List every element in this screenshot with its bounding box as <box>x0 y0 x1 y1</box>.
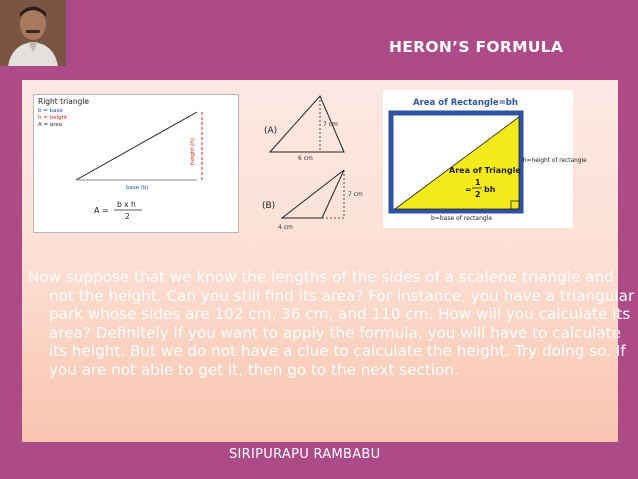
triangle-b-base-label: 4 cm <box>278 224 293 231</box>
legend-area: A = area <box>38 122 63 128</box>
height-label: height (h) <box>190 137 196 165</box>
fraction-denominator: 2 <box>475 190 481 199</box>
triangle-b-height-label: 7 cm <box>348 191 363 198</box>
triangle-a-height-label: 7 cm <box>323 121 338 128</box>
figure-heading: Right triangle <box>38 97 90 106</box>
triangle-label: Area of Triangle <box>449 166 521 175</box>
triangle-b-label: (B) <box>262 201 276 211</box>
right-triangle-figure <box>33 94 239 233</box>
author-portrait-image <box>0 0 66 66</box>
triangle-a-label: (A) <box>264 126 278 136</box>
author-footer: SIRIPURAPU RAMBABU <box>229 447 381 462</box>
triangles-ab-figure <box>252 90 378 238</box>
rectangle-area-figure <box>383 90 587 228</box>
hypotenuse-line <box>76 112 197 180</box>
rectangle-heading: Area of Rectangle=bh <box>413 98 518 108</box>
formula-denominator: 2 <box>125 212 130 221</box>
fraction-numerator: 1 <box>475 178 481 187</box>
formula-left: A = <box>94 206 109 215</box>
legend-base: b = base <box>38 108 63 114</box>
triangle-b <box>282 170 344 218</box>
yellow-triangle <box>395 117 519 209</box>
fraction-bh: bh <box>484 185 496 194</box>
author-photo <box>0 0 66 66</box>
slide-title: HERON’S FORMULA <box>389 38 564 56</box>
formula-numerator: b x h <box>117 200 136 209</box>
base-label: base (b) <box>126 185 149 191</box>
height-note: h=height of rectangle <box>523 158 587 164</box>
base-note: b=base of rectangle <box>431 215 493 222</box>
legend-height: h = height <box>38 115 68 121</box>
fraction-equals: = <box>465 185 472 194</box>
triangle-a-base-label: 6 cm <box>298 155 313 162</box>
body-paragraph: Now suppose that we know the lengths of the sides of a scalene triangle and not the height. Can you still find its area? For instance, you have a triangular park whose sides are 102 cm, 36 cm, and 110 cm. How will you calculate its area? Definitely if you want to apply the formula, you will have to calculate its height. But we do not have a clue to calculate the height. Try doing so. If you are not able to get it, then go to the next section. <box>28 268 635 379</box>
